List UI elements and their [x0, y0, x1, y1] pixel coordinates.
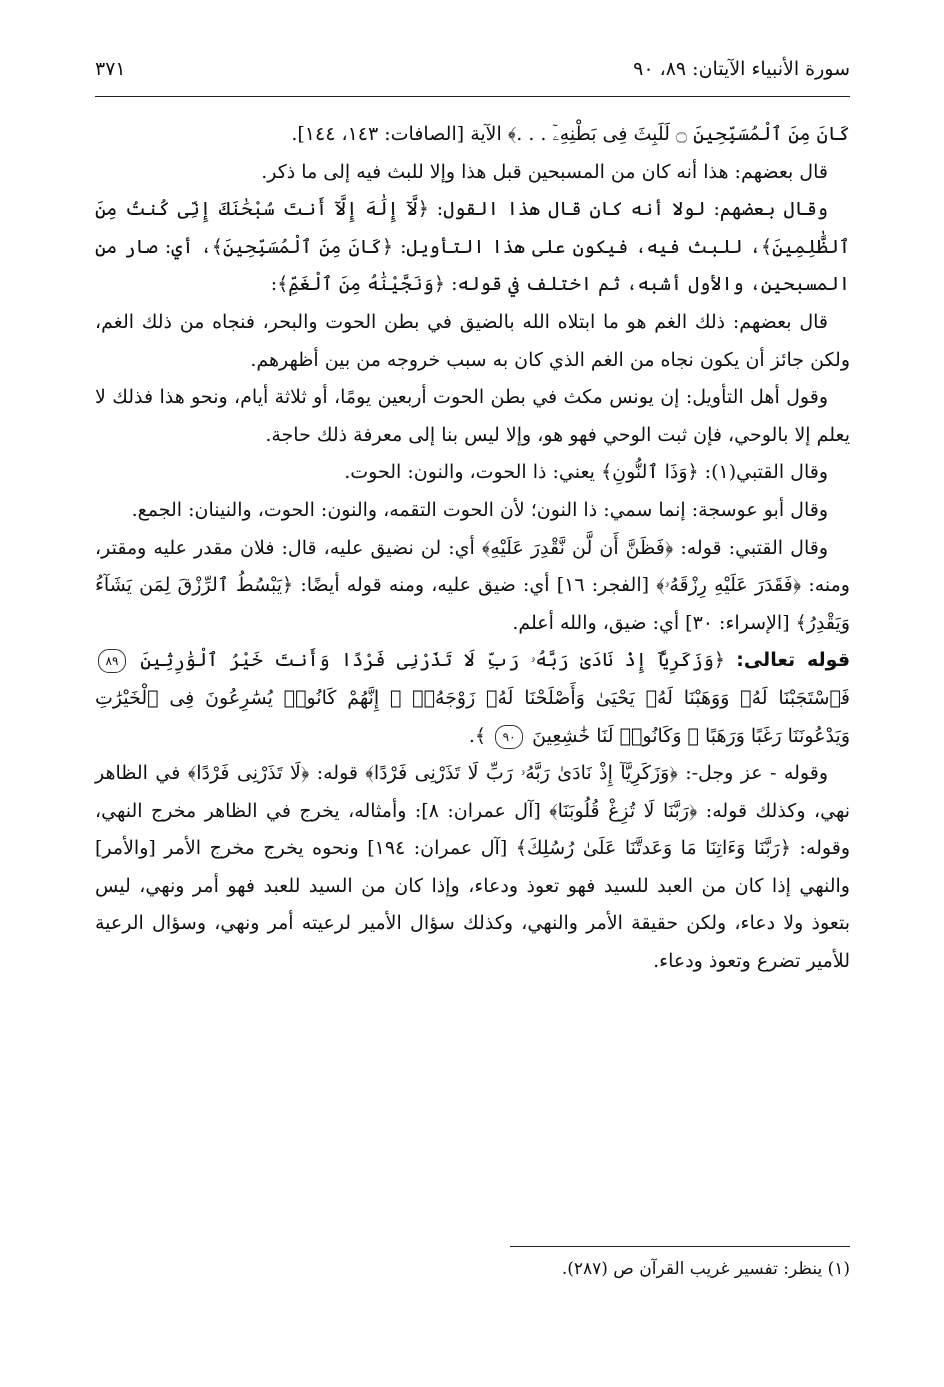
verse-block [95, 642, 850, 755]
surah-title: سورة الأنبياء الآيتان: ٨٩، ٩٠ [633, 58, 850, 80]
paragraph-8: وقال القتبي: قوله: ﴿فَظَنَّ أَن لَّن نَّقْدِرَ عَلَيْهِ﴾ أي: لن نضيق عليه، قال: فلان مقدر عليه ومقتر، ومنه: ﴿فَقَدَرَ عَلَيْهِ رِزْقَهُۥ﴾ [الفجر: ١٦] أي: ضيق عليه، ومنه قوله أيضًا: ﴿يَبْسُطُ ٱلرِّزْقَ لِمَن يَشَآءُ وَيَقْدِرُ﴾ [الإسراء: ٣٠] أي: ضيق، والله أعلم. [95, 536, 850, 634]
book-page [95, 58, 850, 1358]
page-number: ٣٧١ [95, 58, 126, 80]
paragraph-2: قال بعضهم: هذا أنه كان من المسبحين قبل هذا وإلا للبث فيه إلى ما ذكر. [261, 160, 828, 183]
paragraph-9: وقوله - عز وجل-: ﴿وَزَكَرِيَّآ إِذْ نَادَىٰ رَبَّهُۥ رَبِّ لَا تَذَرْنِى فَرْدًا﴾ قوله: ﴿لَا تَذَرْنِى فَرْدًا﴾ في الظاهر نهي، وكذلك قوله: ﴿رَبَّنَا لَا تُزِغْ قُلُوبَنَا﴾ [آل عمران: ٨]: وأمثاله، يخرج في الظاهر مخرج النهي، وقوله: ﴿رَبَّنَا وَءَاتِنَا مَا وَعَدتَّنَا عَلَىٰ رُسُلِكَ﴾ [آل عمران: ١٩٤] ونحوه يخرج مخرج الأمر [والأمر] والنهي إذا كان من العبد للسيد فهو تعوذ ودعاء، وإذا كان من السيد للعبد فهو أمر ونهي، ليس بتعوذ ولا دعاء، ولكن حقيقة الأمر والنهي، وكذلك سؤال الأمير لرعيته أمر ونهي، وسؤال الرعية للأمير تضرع وتعوذ ودعاء. [95, 762, 851, 973]
verse-closing: ﴾. [468, 724, 487, 747]
main-text [95, 116, 850, 981]
verse-lead: قوله تعالى: [736, 649, 851, 672]
verse-text-2: فَٱسْتَجَبْنَا لَهُۥ وَوَهَبْنَا لَهُۥ يَحْيَىٰ وَأَصْلَحْنَا لَهُۥ زَوْجَهُۥٓ ۚ إِنَّهُمْ كَانُوا۟ يُسَٰرِعُونَ فِى ٱلْخَيْرَٰتِ وَيَدْعُونَنَا رَغَبًا وَرَهَبًا ۖ وَكَانُوا۟ لَنَا خَٰشِعِينَ [95, 686, 850, 747]
page-header [95, 58, 850, 94]
paragraph-1: كَانَ مِنَ ٱلْمُسَبِّحِينَ ۝ لَلَبِثَ فِى بَطْنِهِۦٓ . . .﴾ الآية [الصافات: ١٤٣، ١٤٤]. [291, 123, 850, 145]
footnote-divider [510, 1246, 850, 1247]
paragraph-6: وقال القتبي(١): ﴿وَذَا ٱلنُّونِ﴾ يعني: ذا الحوت، والنون: الحوت. [344, 461, 828, 484]
paragraph-7: وقال أبو عوسجة: إنما سمي: ذا النون؛ لأن الحوت التقمه، والنون: الحوت، والنينان: الجمع. [131, 498, 828, 521]
paragraph-3: وقال بعضهم: لولا أنه كان قال هذا القول: ﴿لَّآ إِلَٰهَ إِلَّآ أَنتَ سُبْحَٰنَكَ إِنِّى كُنتُ مِنَ ٱلظَّٰلِمِينَ﴾، للبث فيه، فيكون على هذا التأويل: ﴿كَانَ مِنَ ٱلْمُسَبِّحِينَ﴾، أي: صار من المسبحين، والأول أشبه، ثم اختلف في قوله: ﴿وَنَجَّيْنَٰهُ مِنَ ٱلْغَمِّ﴾: [95, 198, 850, 296]
verse-text-1: ﴿وَزَكَرِيَّآ إِذْ نَادَىٰ رَبَّهُۥ رَبِّ لَا تَذَرْنِى فَرْدًا وَأَنتَ خَيْرُ ٱلْوَٰرِثِينَ [140, 649, 725, 672]
paragraph-4: قال بعضهم: ذلك الغم هو ما ابتلاه الله بالضيق في بطن الحوت والبحر، فنجاه من ذلك الغم، ولكن جائز أن يكون نجاه من الغم الذي كان به سبب خروجه من بين أظهرهم. [95, 310, 850, 371]
ayah-number-89: ٨٩ [98, 649, 126, 673]
footnote: (١) ينظر: تفسير غريب القرآن ص (٢٨٧). [561, 1259, 850, 1279]
paragraph-5: وقول أهل التأويل: إن يونس مكث في بطن الحوت أربعين يومًا، أو ثلاثة أيام، ونحو هذا فذلك لا يعلم إلا بالوحي، فإن ثبت الوحي فهو هو، وإلا ليس بنا إلى معرفة ذلك حاجة. [95, 386, 850, 446]
ayah-number-90: ٩٠ [495, 725, 523, 749]
header-divider [95, 96, 850, 97]
